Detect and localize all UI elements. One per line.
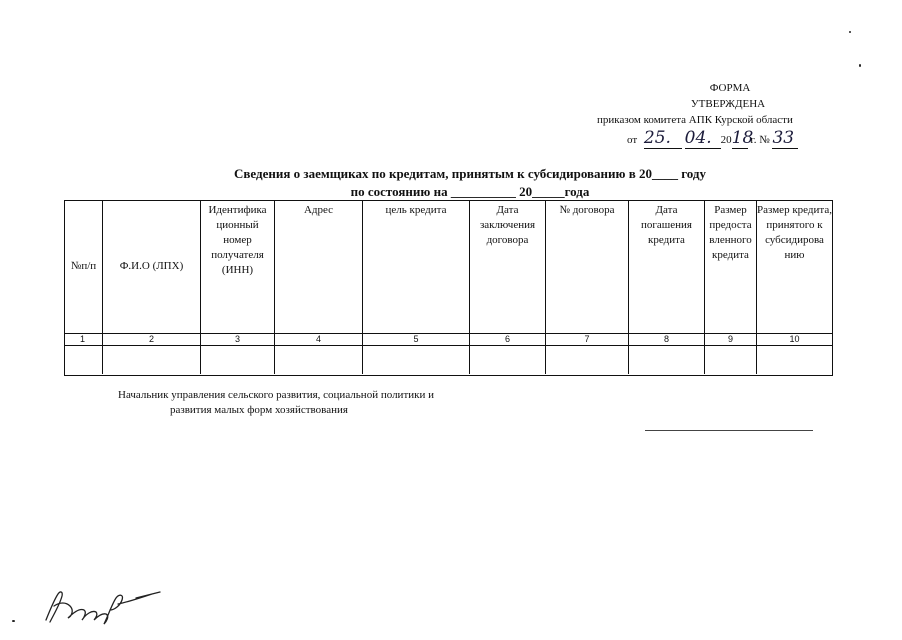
empty-cell bbox=[628, 345, 704, 374]
chief-title-line-2: развития малых форм хозяйствования bbox=[170, 404, 348, 416]
header-contract-date: Дата заключения договора bbox=[469, 201, 545, 333]
col-num-1: 1 bbox=[79, 334, 85, 344]
header-credit-amount: Размер предоста вленного кредита bbox=[704, 201, 756, 333]
empty-cell bbox=[200, 345, 274, 374]
order-month: 04. bbox=[685, 128, 721, 149]
col-num-7: 7 bbox=[545, 334, 628, 345]
col-num-6: 6 bbox=[469, 334, 545, 345]
order-day: 25. bbox=[644, 128, 682, 149]
empty-cell bbox=[65, 345, 102, 374]
col-num-3: 3 bbox=[200, 334, 274, 345]
scan-speck bbox=[859, 64, 861, 67]
header-repayment-date: Дата погашения кредита bbox=[628, 201, 704, 333]
year-prefix: 20 bbox=[720, 134, 732, 146]
col-num-5: 5 bbox=[362, 334, 469, 345]
header-npp: №п/п bbox=[70, 260, 97, 272]
empty-cell bbox=[102, 345, 200, 374]
approved-label: УТВЕРЖДЕНА bbox=[690, 98, 766, 110]
borrowers-table bbox=[64, 200, 833, 376]
header-subsidized-amount: Размер кредита, принятого к субсидирова нию bbox=[756, 201, 832, 333]
scan-speck bbox=[12, 620, 15, 622]
scan-speck bbox=[849, 31, 851, 33]
empty-cell bbox=[756, 345, 832, 374]
ot-label: от bbox=[627, 134, 638, 146]
form-label: ФОРМА bbox=[709, 82, 751, 94]
order-date-line bbox=[627, 128, 827, 148]
col-num-2: 2 bbox=[102, 334, 200, 345]
col-num-8: 8 bbox=[628, 334, 704, 345]
year-suffix: 18 bbox=[731, 128, 754, 148]
signature-line bbox=[645, 430, 813, 431]
order-number: 33 bbox=[772, 128, 798, 149]
year-tail: г. № bbox=[750, 134, 770, 146]
table-row bbox=[65, 345, 832, 374]
header-address: Адрес bbox=[274, 201, 362, 333]
handwritten-signature bbox=[40, 580, 165, 628]
chief-title-line-1: Начальник управления сельского развития, социальной политики и bbox=[118, 389, 435, 401]
col-num-10: 10 bbox=[756, 334, 832, 345]
header-purpose: цель кредита bbox=[362, 201, 469, 333]
document-title: Сведения о заемщиках по кредитам, принятым к субсидированию в 20____ году bbox=[233, 166, 706, 181]
header-fio: Ф.И.О (ЛПХ) bbox=[102, 201, 200, 333]
empty-cell bbox=[545, 345, 628, 374]
empty-cell bbox=[704, 345, 756, 374]
col-num-9: 9 bbox=[704, 334, 756, 345]
empty-cell bbox=[274, 345, 362, 374]
header-contract-number: № договора bbox=[545, 201, 628, 333]
col-num-4: 4 bbox=[274, 334, 362, 345]
header-inn: Идентифика ционный номер получателя (ИНН) bbox=[200, 201, 274, 333]
empty-cell bbox=[469, 345, 545, 374]
empty-cell bbox=[362, 345, 469, 374]
order-line: приказом комитета АПК Курской области bbox=[597, 114, 793, 126]
document-subtitle: по состоянию на __________ 20_____года bbox=[350, 184, 590, 199]
